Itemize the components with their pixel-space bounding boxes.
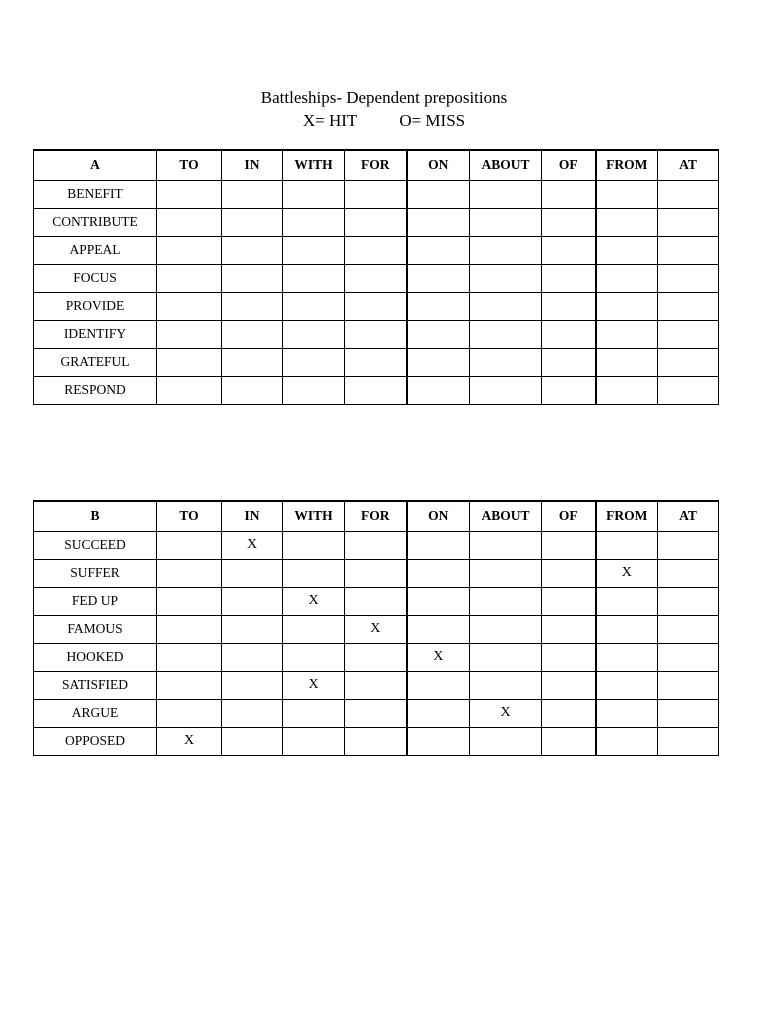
grid-cell[interactable] (345, 236, 407, 264)
row-word: PROVIDE (34, 292, 157, 320)
table-row (34, 180, 719, 208)
grid-cell[interactable] (222, 292, 283, 320)
grid-cell[interactable] (222, 320, 283, 348)
grid-cell[interactable] (222, 587, 283, 615)
table-row (34, 320, 719, 348)
grid-cell[interactable] (542, 559, 596, 587)
grid-cell[interactable] (222, 559, 283, 587)
grid-cell[interactable] (345, 292, 407, 320)
grid-cell[interactable] (222, 236, 283, 264)
grid-cell[interactable] (470, 208, 542, 236)
column-header-to: TO (157, 501, 222, 531)
grid-cell[interactable]: X (407, 643, 470, 671)
column-header-for: FOR (345, 150, 407, 180)
column-header-for: FOR (345, 501, 407, 531)
grid-cell[interactable] (596, 180, 658, 208)
grid-cell[interactable] (596, 320, 658, 348)
grid-cell[interactable] (470, 376, 542, 404)
grid-cell[interactable] (542, 643, 596, 671)
grid-cell[interactable] (283, 699, 345, 727)
column-header-with: WITH (283, 501, 345, 531)
grid-cell[interactable] (658, 531, 719, 559)
grid-cell[interactable] (542, 615, 596, 643)
grid-cell[interactable] (658, 727, 719, 755)
grid-cell[interactable] (470, 264, 542, 292)
column-header-about: ABOUT (470, 150, 542, 180)
grid-cell[interactable] (407, 671, 470, 699)
grid-cell[interactable] (157, 236, 222, 264)
table-row (34, 292, 719, 320)
grid-cell[interactable] (658, 236, 719, 264)
row-word: FAMOUS (34, 615, 157, 643)
grid-cell[interactable] (470, 348, 542, 376)
grid-cell[interactable] (345, 587, 407, 615)
column-header-at: AT (658, 501, 719, 531)
grid-cell[interactable] (407, 264, 470, 292)
grid-cell[interactable] (407, 292, 470, 320)
grid-cell[interactable] (157, 180, 222, 208)
grid-cell[interactable] (157, 208, 222, 236)
grid-cell[interactable]: X (283, 671, 345, 699)
grid-cell[interactable] (345, 699, 407, 727)
grid-header-label: A (34, 150, 157, 180)
grid-cell[interactable] (542, 236, 596, 264)
grid-cell[interactable] (345, 376, 407, 404)
column-header-at: AT (658, 150, 719, 180)
grid-cell[interactable] (407, 208, 470, 236)
column-header-of: OF (542, 150, 596, 180)
grid-cell[interactable] (283, 180, 345, 208)
table-row (34, 615, 719, 643)
grid-cell[interactable] (222, 643, 283, 671)
grid-cell[interactable] (407, 376, 470, 404)
grid-cell[interactable] (157, 671, 222, 699)
grid-cell[interactable] (222, 699, 283, 727)
legend-miss: O= MISS (399, 111, 466, 130)
grid-cell[interactable] (407, 180, 470, 208)
row-word: SUCCEED (34, 531, 157, 559)
column-header-to: TO (157, 150, 222, 180)
grid-cell[interactable] (157, 348, 222, 376)
grid-cell[interactable] (470, 559, 542, 587)
grid-cell[interactable] (658, 208, 719, 236)
grid-cell[interactable] (596, 727, 658, 755)
row-word: BENEFIT (34, 180, 157, 208)
grid-cell[interactable] (542, 208, 596, 236)
grid-cell[interactable] (658, 376, 719, 404)
grid-cell[interactable] (222, 376, 283, 404)
grid-cell[interactable] (157, 587, 222, 615)
grid-cell[interactable] (222, 264, 283, 292)
column-header-from: FROM (596, 150, 658, 180)
grid-cell[interactable] (658, 699, 719, 727)
grid-cell[interactable] (157, 643, 222, 671)
grid-cell[interactable] (596, 699, 658, 727)
row-word: SATISFIED (34, 671, 157, 699)
grid-cell[interactable] (283, 376, 345, 404)
grid-cell[interactable] (283, 643, 345, 671)
header-row (34, 150, 719, 180)
table-row (34, 264, 719, 292)
grid-cell[interactable] (596, 671, 658, 699)
grid-cell[interactable] (157, 292, 222, 320)
table-row (34, 208, 719, 236)
grid-cell[interactable] (658, 671, 719, 699)
row-word: ARGUE (34, 699, 157, 727)
grid-cell[interactable] (596, 587, 658, 615)
grid-cell[interactable] (407, 699, 470, 727)
grid-cell[interactable] (542, 699, 596, 727)
grid-cell[interactable] (470, 180, 542, 208)
legend-hit: X= HIT (302, 111, 358, 130)
grid-cell[interactable] (407, 531, 470, 559)
row-word: SUFFER (34, 559, 157, 587)
table-row (34, 559, 719, 587)
grid-cell[interactable] (283, 531, 345, 559)
grid-cell[interactable] (596, 236, 658, 264)
grid-cell[interactable] (407, 559, 470, 587)
grid-cell[interactable] (658, 643, 719, 671)
grid-cell[interactable] (658, 559, 719, 587)
grid-cell[interactable] (157, 615, 222, 643)
table-row (34, 643, 719, 671)
row-word: IDENTIFY (34, 320, 157, 348)
table-row (34, 671, 719, 699)
column-header-of: OF (542, 501, 596, 531)
grid-cell[interactable] (157, 531, 222, 559)
grid-cell[interactable] (470, 531, 542, 559)
grid-cell[interactable] (658, 615, 719, 643)
grid-cell[interactable] (283, 320, 345, 348)
grid-cell[interactable] (470, 292, 542, 320)
grid-cell[interactable] (407, 727, 470, 755)
grid-cell[interactable] (345, 320, 407, 348)
grid-cell[interactable] (658, 180, 719, 208)
grid-cell[interactable] (157, 699, 222, 727)
worksheet-title: Battleships- Dependent prepositions (260, 88, 508, 107)
column-header-in: IN (222, 150, 283, 180)
grid-cell[interactable] (283, 208, 345, 236)
table-row (34, 727, 719, 755)
grid-cell[interactable] (345, 208, 407, 236)
grid-cell[interactable] (222, 180, 283, 208)
grid-cell[interactable] (407, 348, 470, 376)
grid-cell[interactable] (596, 376, 658, 404)
grid-cell[interactable] (283, 559, 345, 587)
grid-cell[interactable] (470, 320, 542, 348)
grid-cell[interactable]: X (345, 615, 407, 643)
grid-cell[interactable] (345, 531, 407, 559)
grid-a (33, 149, 719, 405)
grid-cell[interactable] (596, 348, 658, 376)
grid-cell[interactable] (596, 208, 658, 236)
grid-cell[interactable] (345, 671, 407, 699)
grid-cell[interactable]: X (596, 559, 658, 587)
row-word: RESPOND (34, 376, 157, 404)
grid-cell[interactable] (542, 531, 596, 559)
grid-cell[interactable] (157, 264, 222, 292)
column-header-on: ON (407, 150, 470, 180)
table-row (34, 587, 719, 615)
grid-cell[interactable] (345, 643, 407, 671)
grid-cell[interactable] (407, 236, 470, 264)
grid-cell[interactable] (407, 320, 470, 348)
legend (0, 111, 768, 131)
grid-cell[interactable] (283, 236, 345, 264)
grid-cell[interactable] (658, 264, 719, 292)
grid-cell[interactable] (658, 348, 719, 376)
grid-cell[interactable] (283, 727, 345, 755)
grid-cell[interactable] (157, 376, 222, 404)
grid-cell[interactable] (596, 264, 658, 292)
grid-cell[interactable] (222, 671, 283, 699)
row-word: APPEAL (34, 236, 157, 264)
grid-cell[interactable]: X (470, 699, 542, 727)
column-header-about: ABOUT (470, 501, 542, 531)
grid-cell[interactable] (157, 320, 222, 348)
grid-cell[interactable] (470, 727, 542, 755)
grid-cell[interactable] (345, 348, 407, 376)
grid-cell[interactable] (658, 292, 719, 320)
grid-cell[interactable] (222, 615, 283, 643)
grid-cell[interactable] (345, 727, 407, 755)
grid-cell[interactable] (407, 587, 470, 615)
grid-cell[interactable] (542, 292, 596, 320)
column-header-from: FROM (596, 501, 658, 531)
grid-cell[interactable] (470, 643, 542, 671)
grid-cell[interactable] (470, 671, 542, 699)
row-word: OPPOSED (34, 727, 157, 755)
grid-b (33, 500, 719, 756)
table-row (34, 531, 719, 559)
grid-cell[interactable] (222, 208, 283, 236)
header-row (34, 501, 719, 531)
grid-cell[interactable] (345, 264, 407, 292)
grid-cell[interactable] (596, 615, 658, 643)
table-row (34, 348, 719, 376)
row-word: FED UP (34, 587, 157, 615)
grid-cell[interactable] (470, 615, 542, 643)
grid-cell[interactable] (596, 292, 658, 320)
table-row (34, 699, 719, 727)
column-header-with: WITH (283, 150, 345, 180)
grid-cell[interactable] (222, 348, 283, 376)
grid-cell[interactable] (596, 643, 658, 671)
grid-cell[interactable] (222, 727, 283, 755)
grid-header-label: B (34, 501, 157, 531)
grid-cell[interactable] (596, 531, 658, 559)
row-word: FOCUS (34, 264, 157, 292)
table-row (34, 376, 719, 404)
grid-cell[interactable] (542, 727, 596, 755)
grid-cell[interactable]: X (283, 587, 345, 615)
grid-cell[interactable] (542, 348, 596, 376)
grid-cell[interactable] (157, 559, 222, 587)
grid-cell[interactable] (658, 320, 719, 348)
grid-cell[interactable] (283, 292, 345, 320)
grid-cell[interactable] (407, 615, 470, 643)
column-header-on: ON (407, 501, 470, 531)
grid-cell[interactable] (283, 348, 345, 376)
grid-cell[interactable]: X (157, 727, 222, 755)
grid-cell[interactable] (345, 559, 407, 587)
column-header-in: IN (222, 501, 283, 531)
grid-cell[interactable] (470, 587, 542, 615)
grid-cell[interactable] (542, 587, 596, 615)
row-word: GRATEFUL (34, 348, 157, 376)
grid-cell[interactable] (345, 180, 407, 208)
grid-cell[interactable]: X (222, 531, 283, 559)
grid-cell[interactable] (542, 376, 596, 404)
grid-cell[interactable] (542, 180, 596, 208)
grid-cell[interactable] (283, 615, 345, 643)
grid-cell[interactable] (542, 320, 596, 348)
row-word: CONTRIBUTE (34, 208, 157, 236)
grid-cell[interactable] (470, 236, 542, 264)
grid-cell[interactable] (542, 264, 596, 292)
row-word: HOOKED (34, 643, 157, 671)
grid-cell[interactable] (542, 671, 596, 699)
table-row (34, 236, 719, 264)
grid-cell[interactable] (283, 264, 345, 292)
grid-cell[interactable] (658, 587, 719, 615)
